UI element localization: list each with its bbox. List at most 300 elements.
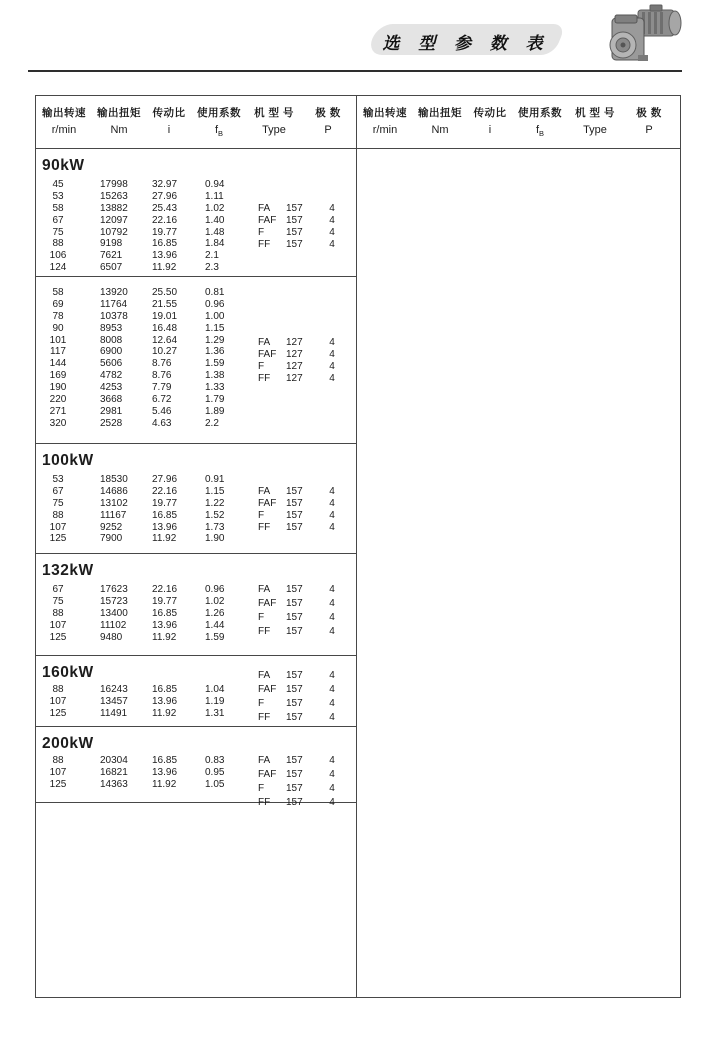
table-row xyxy=(36,533,356,545)
table-row xyxy=(36,191,356,203)
torque-value: 7900 xyxy=(100,533,123,545)
header-output-torque-unit: Nm xyxy=(431,124,449,136)
rpm-value: 125 xyxy=(49,533,67,545)
rpm-value: 190 xyxy=(49,382,67,394)
model-size: 157 xyxy=(286,584,303,595)
type-row xyxy=(258,498,340,510)
table-header-left xyxy=(36,96,356,149)
type-row xyxy=(258,597,340,611)
ratio-value: 11.92 xyxy=(152,262,177,274)
table-header-row-en xyxy=(36,124,356,138)
model-prefix: FA xyxy=(258,203,271,214)
model-prefix: FAF xyxy=(258,769,277,780)
torque-value: 4782 xyxy=(100,370,123,382)
type-row xyxy=(258,337,340,349)
service-factor-value: 2.1 xyxy=(205,250,219,262)
torque-value: 13457 xyxy=(100,695,128,707)
service-factor-value: 1.00 xyxy=(205,310,225,322)
service-factor-value: 0.96 xyxy=(205,584,225,595)
model-size: 157 xyxy=(286,712,303,723)
table-body-left xyxy=(36,149,356,997)
poles-value: 4 xyxy=(329,348,335,360)
rpm-value: 75 xyxy=(52,595,64,607)
type-row xyxy=(258,522,340,534)
table-row xyxy=(36,311,356,323)
header-service-factor-symbol: $f_B$ xyxy=(214,124,224,139)
rpm-value: 117 xyxy=(50,346,66,358)
rpm-value: 75 xyxy=(52,497,64,509)
header-poles-symbol: P xyxy=(645,124,653,136)
header-rule xyxy=(28,70,682,72)
torque-value: 17998 xyxy=(100,179,128,190)
type-block xyxy=(258,583,340,639)
service-factor-value: 0.81 xyxy=(205,287,225,298)
service-factor-value: 1.40 xyxy=(205,214,225,226)
model-size: 157 xyxy=(286,769,303,780)
torque-value: 20304 xyxy=(100,755,128,766)
power-section-132kW xyxy=(36,554,356,656)
torque-value: 13882 xyxy=(100,202,128,214)
ratio-value: 16.85 xyxy=(152,509,178,521)
ratio-value: 7.79 xyxy=(152,382,172,394)
ratio-value: 21.55 xyxy=(152,298,178,310)
model-prefix: FF xyxy=(258,626,271,637)
header-output-speed-zh: 输出转速 xyxy=(42,107,86,119)
model-prefix: F xyxy=(258,360,265,372)
poles-value: 4 xyxy=(329,684,335,695)
torque-value: 10792 xyxy=(100,226,128,238)
model-size: 157 xyxy=(286,684,303,695)
type-row xyxy=(258,215,340,227)
rpm-value: 125 xyxy=(49,707,67,719)
rpm-value: 107 xyxy=(49,766,67,778)
power-section-90kW xyxy=(36,149,356,277)
model-size: 127 xyxy=(286,348,303,360)
model-size: 157 xyxy=(286,486,303,497)
model-size: 157 xyxy=(286,783,303,794)
ratio-value: 11.92 xyxy=(152,533,177,545)
service-factor-value: 1.11 xyxy=(205,190,224,202)
type-row xyxy=(258,227,340,239)
rpm-value: 88 xyxy=(52,755,64,766)
rpm-value: 88 xyxy=(52,238,64,250)
header-service-factor-zh: 使用系数 xyxy=(518,107,562,119)
ratio-value: 16.85 xyxy=(152,755,178,766)
table-row xyxy=(36,406,356,418)
service-factor-value: 1.79 xyxy=(205,394,225,406)
ratio-value: 11.92 xyxy=(152,707,177,719)
model-size: 157 xyxy=(286,214,303,226)
torque-value: 16821 xyxy=(100,766,128,778)
header-model-zh: 机 型 号 xyxy=(254,107,294,119)
gearmotor-icon xyxy=(598,3,684,67)
poles-value: 4 xyxy=(329,769,335,780)
rpm-value: 75 xyxy=(52,226,64,238)
section-heading: 200kW xyxy=(42,735,94,752)
model-size: 157 xyxy=(286,797,303,808)
ratio-value: 6.72 xyxy=(152,394,172,406)
rpm-value: 58 xyxy=(52,287,64,298)
header-poles-zh: 极 数 xyxy=(636,107,662,119)
poles-value: 4 xyxy=(329,598,335,609)
ratio-value: 11.92 xyxy=(152,631,177,643)
model-size: 157 xyxy=(286,626,303,637)
ratio-value: 22.16 xyxy=(152,584,178,595)
rpm-value: 67 xyxy=(52,214,64,226)
service-factor-value: 1.90 xyxy=(205,533,225,545)
torque-value: 9252 xyxy=(100,521,123,533)
type-row xyxy=(258,754,340,768)
header-ratio-zh: 传动比 xyxy=(152,107,186,119)
table-row xyxy=(36,250,356,262)
service-factor-value: 1.44 xyxy=(205,619,225,631)
power-section-100kW xyxy=(36,444,356,554)
service-factor-value: 2.2 xyxy=(205,417,219,429)
type-row xyxy=(258,711,340,725)
torque-value: 17623 xyxy=(100,584,128,595)
service-factor-value: 1.31 xyxy=(205,707,225,719)
type-row xyxy=(258,611,340,625)
table-row xyxy=(36,179,356,191)
type-row xyxy=(258,486,340,498)
service-factor-value: 1.84 xyxy=(205,238,225,250)
selection-table-left xyxy=(35,95,356,998)
type-row xyxy=(258,239,340,251)
model-prefix: FF xyxy=(258,797,271,808)
header-service-factor-zh: 使用系数 xyxy=(197,107,241,119)
model-size: 157 xyxy=(286,509,303,521)
ratio-value: 32.97 xyxy=(152,179,178,190)
service-factor-value: 1.22 xyxy=(205,497,225,509)
rpm-value: 144 xyxy=(49,358,67,370)
ratio-value: 27.96 xyxy=(152,190,178,202)
torque-value: 14686 xyxy=(100,485,128,497)
type-row xyxy=(258,768,340,782)
rpm-value: 169 xyxy=(49,370,67,382)
service-factor-value: 1.59 xyxy=(205,631,225,643)
model-prefix: FA xyxy=(258,755,271,766)
service-factor-value: 1.26 xyxy=(205,607,225,619)
torque-value: 14363 xyxy=(100,778,128,790)
service-factor-value: 1.05 xyxy=(205,778,225,790)
type-row xyxy=(258,349,340,361)
rpm-value: 101 xyxy=(49,334,67,346)
rpm-value: 69 xyxy=(52,298,64,310)
service-factor-value: 1.36 xyxy=(205,346,225,358)
type-row xyxy=(258,669,340,683)
rpm-value: 53 xyxy=(52,474,64,485)
torque-value: 9480 xyxy=(100,631,123,643)
poles-value: 4 xyxy=(329,360,335,372)
torque-value: 5606 xyxy=(100,358,123,370)
model-size: 157 xyxy=(286,612,303,623)
type-row xyxy=(258,361,340,373)
rpm-value: 220 xyxy=(49,394,67,406)
selection-tables xyxy=(35,95,681,998)
rpm-value: 58 xyxy=(52,202,64,214)
ratio-value: 16.85 xyxy=(152,607,178,619)
table-row xyxy=(36,394,356,406)
service-factor-value: 1.15 xyxy=(205,322,225,334)
rpm-value: 88 xyxy=(52,607,64,619)
poles-value: 4 xyxy=(329,612,335,623)
poles-value: 4 xyxy=(329,521,335,533)
header-service-factor-symbol: $f_B$ xyxy=(535,124,545,139)
model-prefix: F xyxy=(258,509,265,521)
torque-value: 4253 xyxy=(100,382,123,394)
service-factor-value: 1.19 xyxy=(205,695,225,707)
service-factor-value: 0.83 xyxy=(205,755,225,766)
service-factor-value: 1.59 xyxy=(205,358,225,370)
ratio-value: 8.76 xyxy=(152,358,172,370)
torque-value: 16243 xyxy=(100,684,128,695)
type-row xyxy=(258,782,340,796)
model-size: 157 xyxy=(286,203,303,214)
header-ratio-symbol: i xyxy=(488,124,492,136)
torque-value: 15723 xyxy=(100,595,128,607)
ratio-value: 22.16 xyxy=(152,485,178,497)
ratio-value: 22.16 xyxy=(152,214,178,226)
service-factor-value: 0.96 xyxy=(205,298,225,310)
header-poles-symbol: P xyxy=(324,124,332,136)
selection-table-right xyxy=(356,95,681,998)
empty-section xyxy=(36,803,356,997)
type-row xyxy=(258,683,340,697)
type-block xyxy=(258,203,340,251)
header-output-torque-zh: 输出扭矩 xyxy=(97,107,141,119)
torque-value: 13400 xyxy=(100,607,128,619)
table-header-right xyxy=(357,96,680,149)
type-row xyxy=(258,697,340,711)
rpm-value: 45 xyxy=(52,179,64,190)
poles-value: 4 xyxy=(329,486,335,497)
table-row xyxy=(36,474,356,486)
ratio-value: 19.77 xyxy=(152,497,178,509)
service-factor-value: 1.04 xyxy=(205,684,225,695)
ratio-value: 16.85 xyxy=(152,684,178,695)
torque-value: 8008 xyxy=(100,334,123,346)
table-row xyxy=(36,287,356,299)
header-model-zh: 机 型 号 xyxy=(575,107,615,119)
rpm-value: 106 xyxy=(49,250,67,262)
service-factor-value: 1.73 xyxy=(205,521,225,533)
type-block xyxy=(258,669,340,725)
model-size: 127 xyxy=(286,372,303,384)
service-factor-value: 1.29 xyxy=(205,334,225,346)
model-prefix: F xyxy=(258,783,265,794)
torque-value: 18530 xyxy=(100,474,128,485)
service-factor-value: 2.3 xyxy=(205,262,219,274)
rpm-value: 320 xyxy=(49,417,67,429)
ratio-value: 11.92 xyxy=(152,778,177,790)
power-section-continued xyxy=(36,277,356,444)
table-row xyxy=(36,299,356,311)
type-row xyxy=(258,625,340,639)
table-header-row-zh xyxy=(36,105,356,120)
header-output-speed-unit: r/min xyxy=(51,124,77,136)
model-prefix: FF xyxy=(258,238,271,250)
power-section-200kW xyxy=(36,727,356,808)
ratio-value: 25.43 xyxy=(152,202,178,214)
torque-value: 11167 xyxy=(100,509,127,521)
header-ratio-zh: 传动比 xyxy=(473,107,507,119)
gearmotor-image xyxy=(598,3,684,67)
service-factor-value: 1.48 xyxy=(205,226,225,238)
model-prefix: FF xyxy=(258,712,271,723)
poles-value: 4 xyxy=(329,626,335,637)
torque-value: 3668 xyxy=(100,394,123,406)
type-block xyxy=(258,337,340,385)
rpm-value: 107 xyxy=(49,521,67,533)
section-heading: 90kW xyxy=(42,157,85,174)
model-prefix: FA xyxy=(258,486,271,497)
poles-value: 4 xyxy=(329,698,335,709)
ratio-value: 13.96 xyxy=(152,695,178,707)
ratio-value: 19.01 xyxy=(152,310,178,322)
poles-value: 4 xyxy=(329,337,335,348)
rpm-value: 125 xyxy=(49,631,67,643)
type-block xyxy=(258,754,340,810)
header-poles-zh: 极 数 xyxy=(315,107,341,119)
ratio-value: 16.85 xyxy=(152,238,178,250)
rpm-value: 78 xyxy=(52,310,64,322)
rpm-value: 271 xyxy=(49,405,67,417)
torque-value: 11764 xyxy=(100,298,128,310)
model-prefix: FA xyxy=(258,584,271,595)
ratio-value: 13.96 xyxy=(152,521,178,533)
poles-value: 4 xyxy=(329,214,335,226)
rpm-value: 124 xyxy=(49,262,67,274)
model-prefix: FAF xyxy=(258,348,277,360)
service-factor-value: 0.91 xyxy=(205,474,225,485)
ratio-value: 27.96 xyxy=(152,474,178,485)
model-size: 127 xyxy=(286,337,303,348)
ratio-value: 25.50 xyxy=(152,287,178,298)
service-factor-value: 1.33 xyxy=(205,382,225,394)
poles-value: 4 xyxy=(329,584,335,595)
header-ratio-symbol: i xyxy=(167,124,171,136)
model-prefix: FA xyxy=(258,337,271,348)
model-prefix: FF xyxy=(258,521,271,533)
torque-value: 6900 xyxy=(100,346,123,358)
header-output-speed-zh: 输出转速 xyxy=(363,107,407,119)
service-factor-value: 1.52 xyxy=(205,509,225,521)
rpm-value: 125 xyxy=(49,778,67,790)
model-prefix: F xyxy=(258,226,265,238)
torque-value: 10378 xyxy=(100,310,128,322)
section-heading: 132kW xyxy=(42,562,94,579)
poles-value: 4 xyxy=(329,238,335,250)
poles-value: 4 xyxy=(329,497,335,509)
ratio-value: 13.96 xyxy=(152,766,178,778)
poles-value: 4 xyxy=(329,203,335,214)
rpm-value: 88 xyxy=(52,509,64,521)
table-row xyxy=(36,323,356,335)
model-size: 157 xyxy=(286,755,303,766)
torque-value: 11102 xyxy=(100,619,127,631)
ratio-value: 19.77 xyxy=(152,595,178,607)
model-prefix: FA xyxy=(258,670,271,681)
torque-value: 13920 xyxy=(100,287,128,298)
header-output-torque-zh: 输出扭矩 xyxy=(418,107,462,119)
model-size: 157 xyxy=(286,497,303,509)
poles-value: 4 xyxy=(329,509,335,521)
model-prefix: FAF xyxy=(258,497,277,509)
model-prefix: FAF xyxy=(258,214,277,226)
rpm-value: 90 xyxy=(52,322,64,334)
type-row xyxy=(258,583,340,597)
model-size: 157 xyxy=(286,521,303,533)
poles-value: 4 xyxy=(329,670,335,681)
torque-value: 8953 xyxy=(100,322,123,334)
model-size: 157 xyxy=(286,226,303,238)
ratio-value: 4.63 xyxy=(152,417,172,429)
header-model-label: Type xyxy=(583,124,607,136)
service-factor-value: 1.02 xyxy=(205,595,225,607)
service-factor-value: 1.15 xyxy=(205,485,225,497)
rpm-value: 67 xyxy=(52,584,64,595)
type-row xyxy=(258,203,340,215)
ratio-value: 13.96 xyxy=(152,250,178,262)
model-size: 157 xyxy=(286,698,303,709)
section-heading: 160kW xyxy=(42,664,94,681)
ratio-value: 13.96 xyxy=(152,619,178,631)
model-prefix: F xyxy=(258,698,265,709)
service-factor-value: 1.38 xyxy=(205,370,225,382)
model-size: 127 xyxy=(286,360,303,372)
rpm-value: 107 xyxy=(49,619,67,631)
ratio-value: 16.48 xyxy=(152,322,178,334)
table-header-row-en xyxy=(357,124,680,138)
header-model-label: Type xyxy=(262,124,286,136)
table-row xyxy=(36,262,356,274)
torque-value: 7621 xyxy=(100,250,123,262)
rpm-value: 67 xyxy=(52,485,64,497)
torque-value: 2528 xyxy=(100,417,123,429)
section-heading: 100kW xyxy=(42,452,94,469)
torque-value: 12097 xyxy=(100,214,128,226)
rpm-value: 88 xyxy=(52,684,64,695)
ratio-value: 10.27 xyxy=(152,346,178,358)
service-factor-value: 1.02 xyxy=(205,202,225,214)
model-prefix: F xyxy=(258,612,265,623)
power-section-160kW xyxy=(36,656,356,727)
header-output-torque-unit: Nm xyxy=(110,124,128,136)
rpm-value: 107 xyxy=(49,695,67,707)
poles-value: 4 xyxy=(329,372,335,384)
torque-value: 2981 xyxy=(100,405,123,417)
torque-value: 6507 xyxy=(100,262,123,274)
service-factor-value: 0.94 xyxy=(205,179,225,190)
page-title: 选 型 参 数 表 xyxy=(382,34,550,53)
table-row xyxy=(36,418,356,430)
torque-value: 11491 xyxy=(100,707,128,719)
ratio-value: 19.77 xyxy=(152,226,178,238)
service-factor-value: 1.89 xyxy=(205,405,225,417)
ratio-value: 12.64 xyxy=(152,334,178,346)
poles-value: 4 xyxy=(329,712,335,723)
poles-value: 4 xyxy=(329,797,335,808)
torque-value: 15263 xyxy=(100,190,128,202)
type-block xyxy=(258,486,340,534)
type-row xyxy=(258,373,340,385)
model-size: 157 xyxy=(286,670,303,681)
torque-value: 13102 xyxy=(100,497,128,509)
ratio-value: 5.46 xyxy=(152,405,172,417)
torque-value: 9198 xyxy=(100,238,123,250)
model-size: 157 xyxy=(286,238,303,250)
model-prefix: FAF xyxy=(258,684,277,695)
